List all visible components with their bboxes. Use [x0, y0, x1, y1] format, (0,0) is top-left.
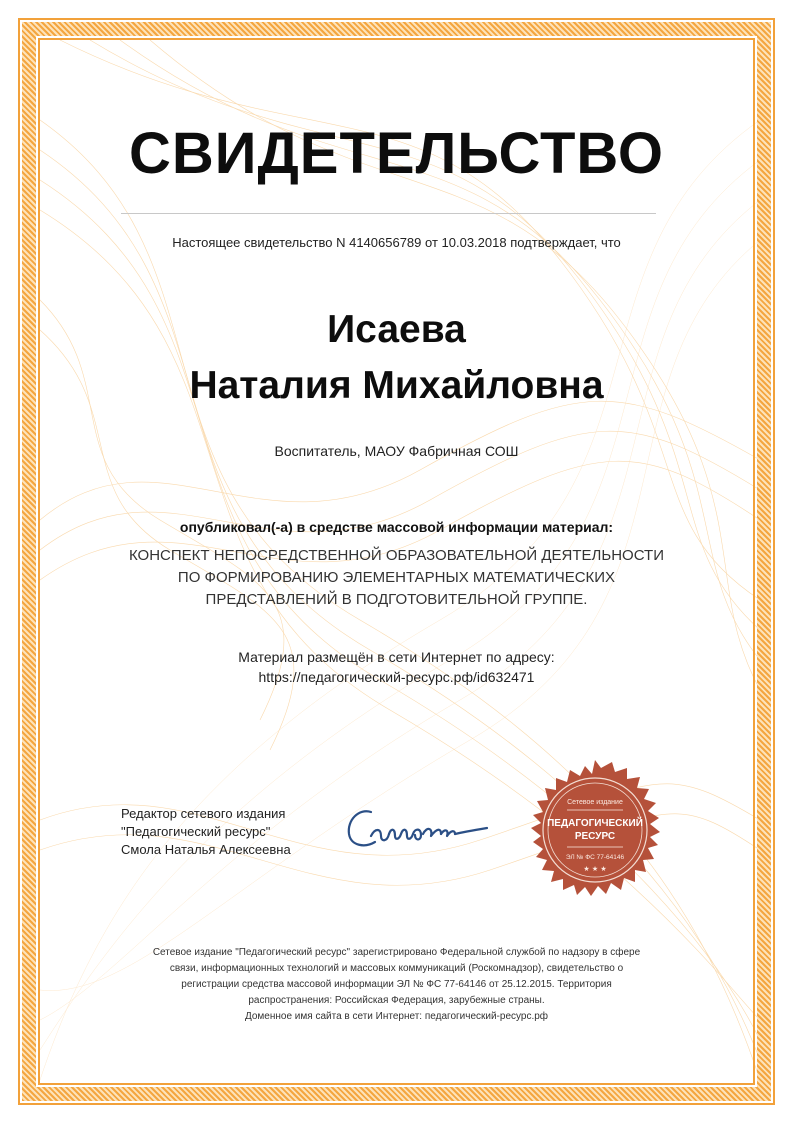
seal-stars: ★ ★ ★	[583, 865, 607, 873]
seal-main-line-2: РЕСУРС	[574, 831, 616, 842]
certificate-intro: Настоящее свидетельство N 4140656789 от 10.03.2018 подтверждает, что	[172, 235, 621, 250]
seal-top-text: Сетевое издание	[567, 799, 623, 806]
recipient-given-names: Наталия Михайловна	[189, 364, 604, 407]
published-label: опубликовал(-а) в средстве массовой информации материал:	[179, 519, 614, 535]
recipient-surname: Исаева	[327, 308, 466, 351]
material-title: КОНСПЕКТ НЕПОСРЕДСТВЕННОЙ ОБРАЗОВАТЕЛЬНОЙ ДЕЯТЕЛЬНОСТИ ПО ФОРМИРОВАНИЮ ЭЛЕМЕНТАРНЫХ МАТЕМАТИЧЕСКИХ ПРЕДСТАВЛЕНИЙ В ПОДГОТОВИТЕЛЬНОЙ ГРУППЕ.	[128, 547, 664, 608]
seal-registration-text: ЭЛ № ФС 77-64146	[565, 854, 625, 861]
address-url: https://педагогический-ресурс.рф/id632471	[258, 669, 535, 685]
certificate-title: СВИДЕТЕЛЬСТВО	[129, 121, 664, 186]
editor-line-1: Редактор сетевого издания	[121, 806, 286, 821]
title-divider	[121, 213, 656, 214]
footer-line-1: Сетевое издание "Педагогический ресурс" зарегистрировано Федеральной службой по надзору в сфере	[152, 947, 641, 958]
seal-main-line-1: ПЕДАГОГИЧЕСКИЙ	[547, 818, 643, 829]
editor-name: Смола Наталья Алексеевна	[121, 842, 291, 857]
footer-line-4: распространения: Российская Федерация, зарубежные страны.	[248, 995, 545, 1006]
signature-icon	[341, 798, 491, 858]
recipient-position: Воспитатель, МАОУ Фабричная СОШ	[274, 443, 519, 459]
footer-line-2: связи, информационных технологий и массовых коммуникаций (Роскомнадзор), свидетельство о	[169, 963, 624, 974]
seal-stamp-icon	[523, 758, 667, 902]
editor-block	[121, 805, 331, 859]
footer-line-5: Доменное имя сайта в сети Интернет: педагогический-ресурс.рф	[244, 1011, 549, 1022]
footer-line-3: регистрации средства массовой информации ЭЛ № ФС 77-64146 от 25.12.2015. Территория	[181, 979, 612, 990]
footer-legal-notice	[113, 945, 680, 1025]
editor-line-2: "Педагогический ресурс"	[121, 824, 271, 839]
address-label: Материал размещён в сети Интернет по адресу:	[238, 649, 555, 665]
